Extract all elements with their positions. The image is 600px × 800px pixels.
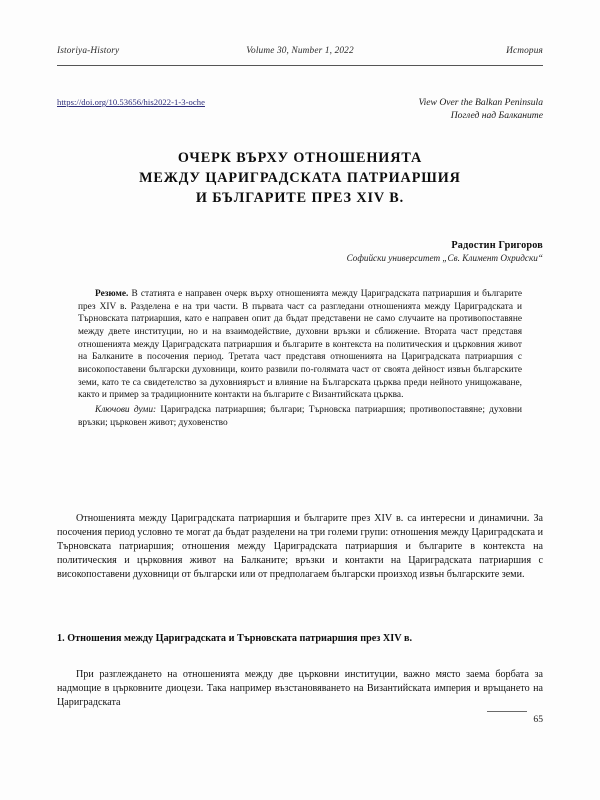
header-divider-rule <box>57 65 543 66</box>
running-head-journal-latin: Istoriya-History <box>57 46 120 56</box>
abstract-paragraph <box>78 288 522 402</box>
body-section-1 <box>57 668 543 710</box>
folio-divider-rule <box>487 711 527 712</box>
body-paragraph-1: Отношенията между Цариградската патриаршия и българите през XIV в. са интересни и динамични. За посочения период условно те могат да бъдат разделени на три големи групи: отношения между Цариградската и Търновската патриаршия; отношения между Цариградската патриаршия и българите в контекста на политическия и църковния живот на Балканите; връзки и контакти на Цариградската патриаршия с високопоставени духовници от български или от предполагаем български произход извън българските земи. <box>57 513 543 581</box>
author-name: Радостин Григоров <box>451 240 543 251</box>
series-title <box>418 97 543 122</box>
running-head-volume-issue: Volume 30, Number 1, 2022 <box>246 46 354 56</box>
body-section-intro <box>57 512 543 582</box>
abstract-text: В статията е направен очерк върху отношенията между Цариградската патриаршия и българите през XIV в. Разделена е на три части. В първата част са разгледани отношенията между Цариградската и Търновската патриаршия, като е направен опит да бъдат представени не само случаите на противопоставяне между двете институции, но и на взаимодействие, духовни връзки и сближение. Втората част представя отношенията между Цариградската патриаршия и българите в контекста на политическия и църковния живот на Балканите в посочения период. Третата част представя отношенията на Цариградската патриаршия с високопоставени български духовници, които развили по-голямата част от своята дейност извън българските земи, като те са свидетелство за духовнияръст и влияние на Българската църква преди нейното унищожаване, както и пример за традиционните контакти на българите с Византийската църква. <box>78 289 522 401</box>
doi-and-series-block <box>57 97 543 122</box>
keywords-line <box>78 404 522 429</box>
running-head-journal-cyrillic: История <box>506 46 543 56</box>
series-title-bulgarian: Поглед над Балканите <box>450 109 543 121</box>
abstract-block <box>78 288 522 429</box>
author-block <box>57 240 543 263</box>
section-heading-1: 1. Отношения между Цариградската и Търновската патриаршия през XIV в. <box>57 633 412 644</box>
author-affiliation: Софийски университет „Св. Климент Охридски“ <box>346 253 543 263</box>
article-title <box>57 148 543 208</box>
article-title-line-3: И БЪЛГАРИТЕ ПРЕЗ XIV В. <box>195 190 405 207</box>
page-number: 65 <box>533 714 543 725</box>
article-title-line-1: ОЧЕРК ВЪРХУ ОТНОШЕНИЯТА <box>177 150 423 166</box>
abstract-label: Резюме. <box>95 289 129 299</box>
article-title-line-2: МЕЖДУ ЦАРИГРАДСКАТА ПАТРИАРШИЯ <box>139 170 461 187</box>
running-head <box>57 46 543 56</box>
doi-link[interactable]: https://doi.org/10.53656/his2022-1-3-oche <box>57 97 205 107</box>
keywords-values: Цариградска патриаршия; българи; Търновска патриаршия; противопоставяне; духовни връзки; църковен живот; духовенство <box>78 404 522 428</box>
keywords-label: Ключови думи: <box>95 404 157 415</box>
series-title-english: View Over the Balkan Peninsula <box>418 97 543 108</box>
body-paragraph-2: При разглеждането на отношенията между две църковни институции, важно място заема борбата за надмощие в църковните диоцези. Така например възстановяването на Византийската империя и връщането на Цариградската <box>57 669 543 709</box>
